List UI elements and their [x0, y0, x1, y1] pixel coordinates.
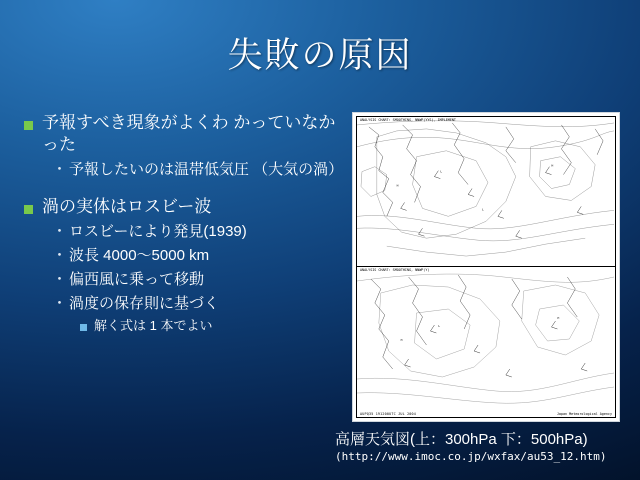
chart-300hpa-svg — [357, 117, 615, 266]
list-item-label: 予報すべき現象がよくわ かっていなかった — [42, 113, 336, 154]
dot-bullet-icon: ・ — [52, 223, 68, 240]
list-item-label: 解く式は 1 本でよい — [94, 318, 213, 333]
list-item — [24, 196, 344, 218]
list-item — [52, 222, 344, 242]
list-item — [24, 112, 344, 156]
bullet-list — [24, 112, 344, 335]
page-title: 失敗の原因 — [227, 36, 413, 75]
list-item — [52, 160, 344, 180]
chart-label-bottom: ANALYSIS CHART: SMOOTHING, NNWP(Y) — [360, 268, 430, 272]
chart-label-top: ANALYSIS CHART: SMOOTHING, NNWP(YYS), IMPLEMENT — [360, 118, 456, 122]
dot-bullet-icon: ・ — [52, 247, 68, 264]
svg-text:L: L — [440, 169, 443, 174]
square-bullet-icon — [24, 121, 33, 130]
upper-air-chart-300hpa — [356, 116, 616, 267]
weather-chart-image — [352, 112, 620, 422]
svg-text:H: H — [400, 337, 403, 343]
svg-text:H: H — [557, 315, 560, 321]
list-item-label: 渦度の保存則に基づく — [69, 295, 220, 312]
chart-agency-label: Japan Meteorological Agency — [556, 412, 612, 416]
chart-500hpa-svg — [357, 267, 615, 417]
list-item — [52, 246, 344, 266]
chart-id-label: AUPQ35 191200UTC JUL 2004 — [360, 412, 417, 416]
list-item-label: ロスビーにより発見(1939) — [69, 223, 247, 240]
square-bullet-icon — [24, 205, 33, 214]
svg-text:L: L — [482, 207, 484, 212]
dot-bullet-icon: ・ — [52, 271, 68, 288]
list-item — [52, 294, 344, 314]
spacer — [24, 182, 344, 196]
list-item-label: 予報したいのは温帯低気圧 （大気の渦） — [69, 161, 344, 178]
dot-bullet-icon: ・ — [52, 161, 68, 178]
list-item — [52, 270, 344, 290]
svg-text:L: L — [438, 323, 441, 329]
figure-caption-url: (http://www.imoc.co.jp/wxfax/au53_12.htm) — [335, 450, 607, 463]
list-item-label: 偏西風に乗って移動 — [69, 271, 205, 288]
dot-bullet-icon: ・ — [52, 295, 68, 312]
figure-caption — [335, 430, 635, 464]
list-item-label: 波長 4000～5000 km — [69, 247, 210, 264]
figure-caption-title: 高層天気図(上：300hPa 下：500hPa) — [335, 431, 588, 448]
svg-text:H: H — [551, 163, 554, 168]
list-item-label: 渦の実体はロスビー波 — [42, 197, 212, 216]
upper-air-chart-500hpa — [356, 267, 616, 418]
small-square-bullet-icon — [80, 324, 87, 331]
svg-text:H: H — [396, 183, 399, 188]
list-item — [80, 317, 344, 335]
